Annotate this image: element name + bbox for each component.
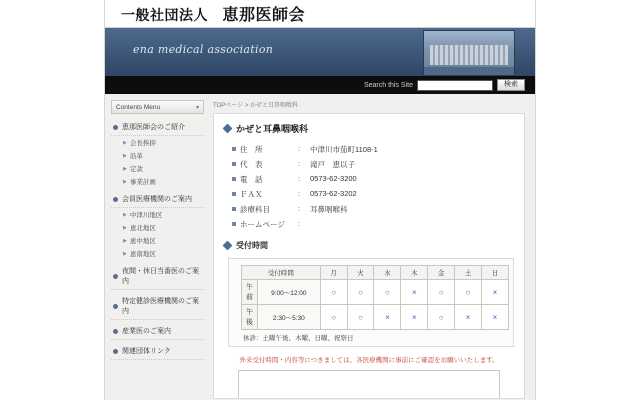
cell-morning-fri: ○ (428, 280, 455, 305)
day-header-mon: 月 (320, 266, 347, 280)
square-bullet-icon (232, 207, 236, 211)
sidebar-item-label: 恵那医師会のご紹介 (122, 124, 185, 131)
info-colon: : (298, 144, 301, 153)
cell-morning-mon: ○ (320, 280, 347, 305)
sidebar-item-keihoku[interactable] (111, 221, 204, 234)
breadcrumb[interactable]: TOPページ > かぜと耳鼻咽喉科 (213, 103, 298, 109)
info-value: 0573-62-3202 (310, 189, 357, 198)
sidebar-item-specified-checkup[interactable] (111, 293, 204, 320)
cell-afternoon-thu: × (401, 305, 428, 330)
triangle-right-icon: ▶ (123, 152, 127, 159)
sidebar-group-intro (111, 119, 204, 188)
chevron-down-icon: ▾ (195, 104, 199, 111)
bullet-icon (113, 349, 118, 354)
notice-text: 外来受付時間・内容等につきましては、各医療機関に事前にご確認をお願いいたします。 (239, 357, 499, 364)
hours-corner-label: 受付時間 (242, 266, 321, 280)
info-value: 中津川市茄町1108-1 (310, 145, 378, 154)
info-key: ホームページ (240, 220, 285, 229)
sidebar (105, 94, 209, 400)
day-header-wed: 水 (374, 266, 401, 280)
day-header-thu: 木 (401, 266, 428, 280)
info-colon: : (298, 219, 301, 228)
sidebar-group-oncall (111, 263, 204, 290)
sidebar-item-label: 会長挨拶 (129, 140, 156, 147)
cell-morning-thu: × (401, 280, 428, 305)
cell-afternoon-fri: ○ (428, 305, 455, 330)
triangle-right-icon: ▶ (123, 211, 127, 218)
bullet-icon (113, 274, 118, 279)
info-value: 耳鼻咽喉科 (310, 205, 348, 214)
table-row (242, 280, 509, 305)
hours-table-wrapper (228, 258, 514, 347)
cell-morning-sun: × (482, 280, 509, 305)
info-key: 電 話 (240, 175, 263, 184)
sidebar-item-label: 中津川地区 (129, 212, 163, 219)
bullet-icon (113, 304, 118, 309)
day-header-tue: 火 (347, 266, 374, 280)
main-content (209, 94, 535, 400)
left-margin (0, 0, 104, 400)
info-colon: : (298, 189, 301, 198)
cell-morning-sat: ○ (455, 280, 482, 305)
sidebar-item-label: 関連団体リンク (122, 348, 171, 355)
info-value: 滝戸 恵以子 (310, 160, 355, 169)
info-colon: : (298, 204, 301, 213)
sidebar-item-articles[interactable] (111, 162, 204, 175)
table-row (232, 202, 382, 217)
row-time-afternoon: 2:30～5:30 (258, 305, 321, 330)
info-value: 0573-62-3200 (310, 174, 357, 183)
info-colon: : (298, 174, 301, 183)
square-bullet-icon (232, 147, 236, 151)
sidebar-menu-header-label: Contents Menu (116, 103, 161, 111)
cell-afternoon-mon: ○ (320, 305, 347, 330)
hours-title-label: 受付時間 (236, 241, 268, 250)
day-header-sat: 土 (455, 266, 482, 280)
right-margin (536, 0, 640, 400)
row-time-morning: 9:00～12:00 (258, 280, 321, 305)
square-bullet-icon (232, 162, 236, 166)
table-row (232, 217, 382, 232)
table-row (232, 187, 382, 202)
sidebar-item-label: 夜間・休日当番医のご案内 (122, 268, 199, 285)
sidebar-item-label: 会員医療機関のご案内 (122, 196, 192, 203)
row-label-morning: 午前 (242, 280, 258, 305)
info-key: 代 表 (240, 160, 263, 169)
page-title-label: かぜと耳鼻咽喉科 (236, 124, 309, 134)
square-bullet-icon (232, 177, 236, 181)
site-title: 一般社団法人 恵那医師会 (121, 5, 306, 24)
table-row (242, 305, 509, 330)
table-row (232, 142, 382, 157)
sidebar-item-nakatsugawa[interactable] (111, 208, 204, 221)
sidebar-item-label: 沿革 (129, 153, 143, 160)
reception-hours-table (241, 265, 509, 330)
triangle-right-icon: ▶ (123, 139, 127, 146)
triangle-right-icon: ▶ (123, 237, 127, 244)
diamond-icon (223, 124, 233, 134)
info-key: 住 所 (240, 145, 263, 154)
table-row (232, 157, 382, 172)
search-bar (105, 76, 535, 94)
sidebar-item-keichu[interactable] (111, 234, 204, 247)
triangle-right-icon: ▶ (123, 250, 127, 257)
sidebar-group-occupational (111, 323, 204, 340)
sidebar-menu-header[interactable] (111, 100, 204, 114)
row-label-afternoon: 午後 (242, 305, 258, 330)
search-input[interactable] (417, 80, 493, 91)
square-bullet-icon (232, 192, 236, 196)
bullet-icon (113, 329, 118, 334)
sidebar-item-label: 恵北地区 (129, 225, 156, 232)
building-photo (423, 30, 515, 76)
sidebar-item-intro[interactable] (111, 119, 204, 136)
info-value (310, 217, 382, 232)
sidebar-item-member-institutions[interactable] (111, 191, 204, 208)
square-bullet-icon (232, 222, 236, 226)
cell-afternoon-sun: × (482, 305, 509, 330)
table-header-row (242, 266, 509, 280)
bullet-icon (113, 197, 118, 202)
sidebar-item-label: 恵南地区 (129, 251, 156, 258)
cell-afternoon-sat: × (455, 305, 482, 330)
sidebar-group-members (111, 191, 204, 260)
table-row (232, 172, 382, 187)
clinic-info-table (232, 142, 382, 232)
cell-morning-tue: ○ (347, 280, 374, 305)
sidebar-group-links (111, 343, 204, 360)
info-key: 診療科目 (240, 205, 270, 214)
triangle-right-icon: ▶ (123, 224, 127, 231)
day-header-fri: 金 (428, 266, 455, 280)
cell-afternoon-wed: × (374, 305, 401, 330)
sidebar-item-label: 恵中地区 (129, 238, 156, 245)
triangle-right-icon: ▶ (123, 165, 127, 172)
search-label: Search this Site (363, 81, 413, 89)
sidebar-item-label: 産業医のご案内 (122, 328, 171, 335)
cell-afternoon-tue: ○ (347, 305, 374, 330)
hero-banner (105, 28, 535, 76)
sidebar-item-related-links[interactable] (111, 343, 204, 360)
site-title-en: ena medical association (133, 43, 274, 56)
site-header (105, 0, 535, 28)
sidebar-item-label: 定款 (129, 166, 143, 173)
sidebar-item-occupational-physician[interactable] (111, 323, 204, 340)
page-title (224, 122, 514, 135)
sidebar-item-history[interactable] (111, 149, 204, 162)
sidebar-item-greeting[interactable] (111, 136, 204, 149)
hours-section-title (224, 240, 514, 251)
content-panel (213, 113, 525, 399)
sidebar-item-label: 事業計画 (129, 179, 156, 186)
diamond-icon (223, 241, 233, 251)
holiday-note: 休診：土曜午後、木曜、日曜、祝祭日 (243, 335, 354, 342)
day-header-sun: 日 (482, 266, 509, 280)
sidebar-item-business-plan[interactable] (111, 175, 204, 188)
location-map[interactable] (238, 370, 500, 399)
sidebar-item-night-holiday-duty[interactable] (111, 263, 204, 290)
bullet-icon (113, 125, 118, 130)
sidebar-item-label: 特定健診医療機関のご案内 (122, 298, 199, 315)
info-colon: : (298, 159, 301, 168)
sidebar-item-keinan[interactable] (111, 247, 204, 260)
site-container (104, 0, 536, 400)
sidebar-group-checkup (111, 293, 204, 320)
triangle-right-icon: ▶ (123, 178, 127, 185)
search-button[interactable]: 検索 (497, 79, 525, 91)
cell-morning-wed: ○ (374, 280, 401, 305)
body-area (105, 94, 535, 400)
info-key: ＦＡＸ (240, 190, 263, 199)
